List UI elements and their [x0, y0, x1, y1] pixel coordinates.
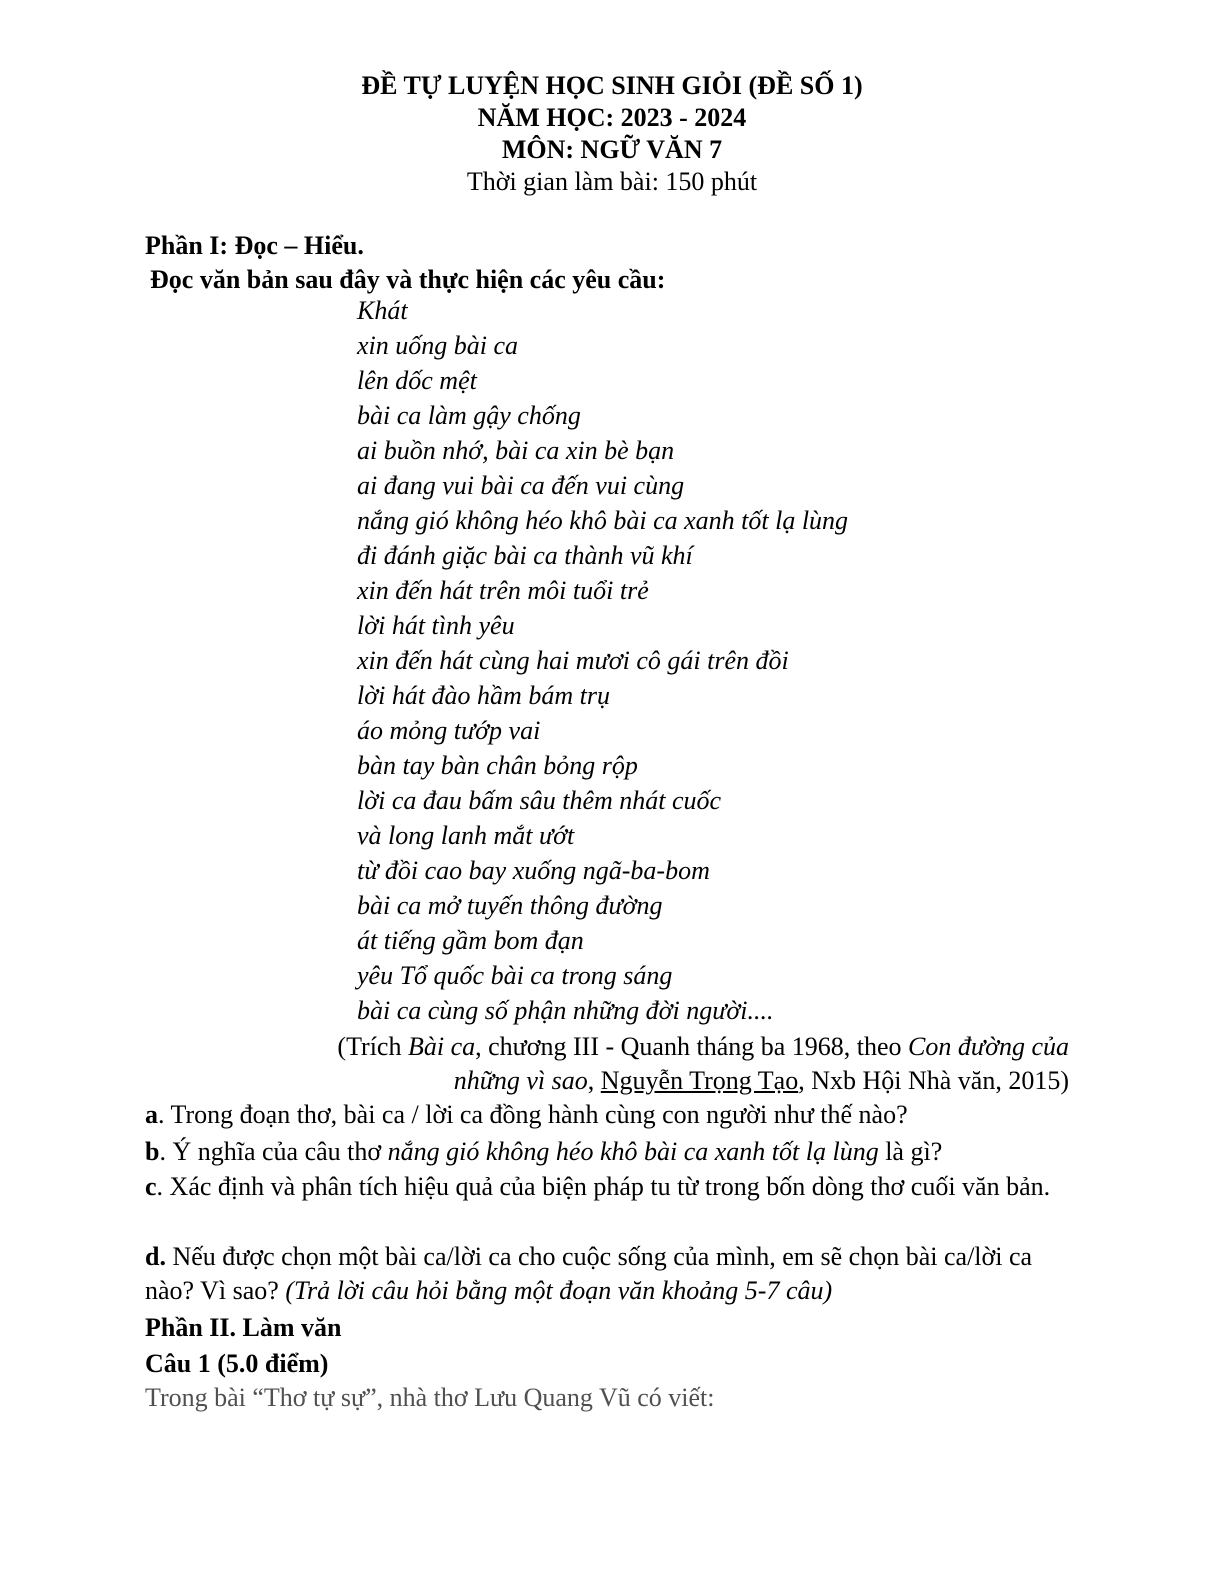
poem-line: ai buồn nhớ, bài ca xin bè bạn [357, 436, 675, 465]
question-a-text: . Trong đoạn thơ, bài ca / lời ca đồng hành cùng con người như thế nào? [158, 1100, 908, 1129]
question-d-text: Nếu được chọn một bài ca/lời ca cho cuộc sống của mình, em sẽ chọn bài ca/lời ca nào? Vì sao? [145, 1242, 1033, 1305]
poem-line: từ đồi cao bay xuống ngã-ba-bom [357, 856, 710, 885]
question-c-text: . Xác định và phân tích hiệu quả của biện pháp tu từ trong bốn dòng thơ cuối văn bản. [156, 1172, 1051, 1201]
question-b-end: là gì? [878, 1137, 943, 1166]
poem-line: bài ca làm gậy chống [357, 401, 581, 430]
question-1-text: Trong bài “Thơ tự sự”, nhà thơ Lưu Quang Vũ có viết: [145, 1383, 715, 1412]
poem-line: yêu Tổ quốc bài ca trong sáng [357, 961, 673, 990]
poem-line: bài ca cùng số phận những đời người.... [357, 996, 774, 1025]
poem-line: áo mỏng tướp vai [357, 716, 541, 745]
citation-work: Bài ca [407, 1032, 476, 1061]
citation-comma: , [587, 1066, 601, 1095]
citation-author: Nguyễn Trọng Tạo [600, 1066, 799, 1095]
exam-header [0, 70, 1224, 198]
part2-heading: Phần II. Làm văn [145, 1313, 342, 1342]
poem-line: xin đến hát cùng hai mươi cô gái trên đồi [357, 646, 789, 675]
poem-line: Khát [357, 296, 408, 325]
citation-mid: , chương III - Quanh tháng ba 1968, theo [475, 1032, 909, 1061]
part1-heading: Phần I: Đọc – Hiểu. [145, 231, 364, 260]
question-b-label: b [145, 1137, 160, 1166]
time-limit: Thời gian làm bài: 150 phút [466, 167, 758, 196]
question-c [145, 1170, 1075, 1204]
citation-publisher: , Nxb Hội Nhà văn, 2015) [798, 1066, 1069, 1095]
poem-line: và long lanh mắt ướt [357, 821, 575, 850]
question-d-note: (Trả lời câu hỏi bằng một đoạn văn khoảng 5-7 câu) [285, 1276, 833, 1305]
poem [357, 293, 848, 1028]
question-d [145, 1240, 1075, 1308]
question-b-text: . Ý nghĩa của câu thơ [159, 1137, 388, 1166]
question-c-label: c [145, 1172, 157, 1201]
poem-line: đi đánh giặc bài ca thành vũ khí [357, 541, 693, 570]
question-b [145, 1135, 1075, 1169]
citation-open: (Trích [337, 1032, 408, 1061]
poem-line: lời hát tình yêu [357, 611, 515, 640]
poem-line: át tiếng gầm bom đạn [357, 926, 584, 955]
question-b-quote: nắng gió không héo khô bài ca xanh tốt lạ lùng [387, 1137, 879, 1166]
exam-title: ĐỀ TỰ LUYỆN HỌC SINH GIỎI (ĐỀ SỐ 1) [361, 71, 863, 100]
poem-line: ai đang vui bài ca đến vui cùng [357, 471, 685, 500]
poem-line: lời hát đào hầm bám trụ [357, 681, 610, 710]
school-year: NĂM HỌC: 2023 - 2024 [477, 103, 747, 132]
question-a [145, 1098, 1075, 1132]
poem-line: lên dốc mệt [357, 366, 477, 395]
part1-instruction: Đọc văn bản sau đây và thực hiện các yêu cầu: [150, 265, 666, 294]
question-d-label: d. [145, 1242, 166, 1271]
citation-book-cont: những vì sao [453, 1066, 588, 1095]
poem-line: nắng gió không héo khô bài ca xanh tốt lạ lùng [357, 506, 849, 535]
citation-line-1 [337, 1030, 1069, 1064]
poem-line: bàn tay bàn chân bỏng rộp [357, 751, 638, 780]
question-a-label: a [145, 1100, 158, 1129]
poem-line: lời ca đau bấm sâu thêm nhát cuốc [357, 786, 722, 815]
poem-line: xin uống bài ca [357, 331, 519, 360]
citation-line-2 [454, 1064, 1069, 1098]
question-1-heading: Câu 1 (5.0 điểm) [145, 1349, 329, 1378]
citation-book: Con đường của [908, 1032, 1069, 1061]
poem-line: bài ca mở tuyến thông đường [357, 891, 663, 920]
poem-line: xin đến hát trên môi tuổi trẻ [357, 576, 649, 605]
subject: MÔN: NGỮ VĂN 7 [501, 135, 723, 164]
